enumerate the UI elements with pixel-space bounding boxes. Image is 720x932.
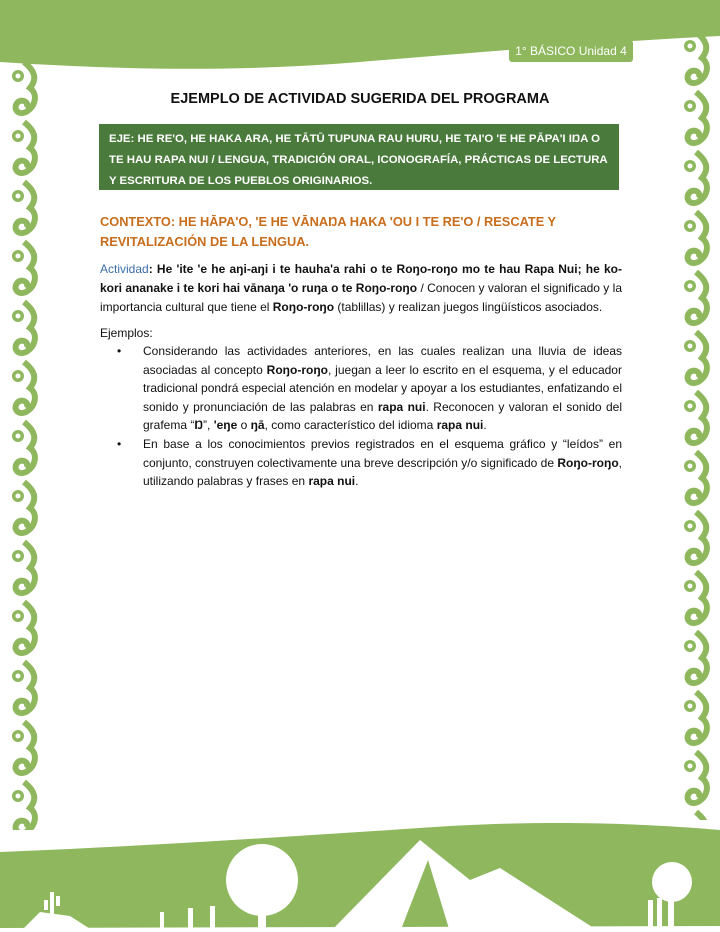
activity-label: Actividad <box>100 262 149 276</box>
example-text: . <box>483 418 487 433</box>
footer-landscape-decoration <box>0 820 720 932</box>
example-bold: rapa nui <box>377 399 426 414</box>
context-heading: CONTEXTO: HE HĀPA'O, 'E HE VĀNAŊA HAKA 'OU I TE RE'O / RESCATE Y REVITALIZACIÓN DE LA LENGUA. <box>100 214 556 249</box>
example-bold: Ŋ <box>194 418 204 433</box>
example-text: , utilizando palabras y frases en <box>143 455 622 489</box>
eje-box: EJE: HE RE'O, HE HAKA ARA, HE TĀTŪ TUPUNA RAU HURU, HE TAI'O 'E HE PĀPA'I IŊA O TE HAU RAPA NUI / LENGUA, TRADICIÓN ORAL, ICONOGRAFÍA, PRÁCTICAS DE LECTURA Y ESCRITURA DE LOS PUEBLOS ORIGINARIOS. <box>99 124 619 190</box>
example-text: , juegan a leer lo escrito en el esquema, y el educador tradicional pondrá especial atención en modelar y apoyar a los estudiantes, enfatizando el sonido y pronunciación de las palabras en <box>143 362 622 414</box>
activity-text-2: (tablillas) y realizan juegos lingüísticos asociados. <box>334 300 603 314</box>
example-bold: Roŋo-roŋo <box>557 455 619 470</box>
example-text: . Reconocen y valoran el sonido del grafema “ <box>143 399 622 433</box>
example-text: Considerando las actividades anteriores, en las cuales realizan una lluvia de ideas asociadas al concepto <box>143 344 622 377</box>
page-title: EJEMPLO DE ACTIVIDAD SUGERIDA DEL PROGRAMA <box>170 91 550 107</box>
list-item <box>100 435 622 491</box>
example-text: En base a los conocimientos previos registrados en el esquema gráfico y “leídos” en conjunto, construyen colectivamente una breve descripción y/o significado de <box>143 436 622 470</box>
examples-list <box>100 342 622 491</box>
activity-bold-2: Roŋo-roŋo <box>272 300 335 314</box>
example-bold: rapa nui <box>308 474 356 489</box>
activity-colon: : <box>148 262 157 276</box>
activity-text-1: / Conocen y valoran el significado y la importancia cultural que tiene el <box>100 281 622 314</box>
example-bold: ŋā <box>250 418 265 433</box>
bullet-icon: • <box>117 344 122 358</box>
example-text: o <box>237 418 251 433</box>
right-ornament-border <box>676 30 716 820</box>
example-text: , como característico del idioma <box>264 418 437 433</box>
example-text: . <box>355 474 359 489</box>
example-bold: 'eŋe <box>213 418 238 433</box>
example-text: ”, <box>203 418 214 433</box>
activity-paragraph <box>100 260 622 317</box>
examples-label: Ejemplos: <box>100 326 153 340</box>
unit-badge: 1° BÁSICO Unidad 4 <box>509 40 633 62</box>
activity-rapanui-text: He 'ite 'e he aŋi-aŋi i te hauha'a rahi o te Roŋo-roŋo mo te hau Rapa Nui; he ko-kori ananake i te kori hai vānaŋa 'o ruŋa o te Roŋo-roŋo <box>100 262 622 295</box>
example-bold: Roŋo-roŋo <box>266 362 328 377</box>
example-bold: rapa nui <box>436 418 484 433</box>
left-ornament-border <box>4 60 44 830</box>
list-item <box>100 342 622 435</box>
bullet-icon: • <box>117 436 122 451</box>
